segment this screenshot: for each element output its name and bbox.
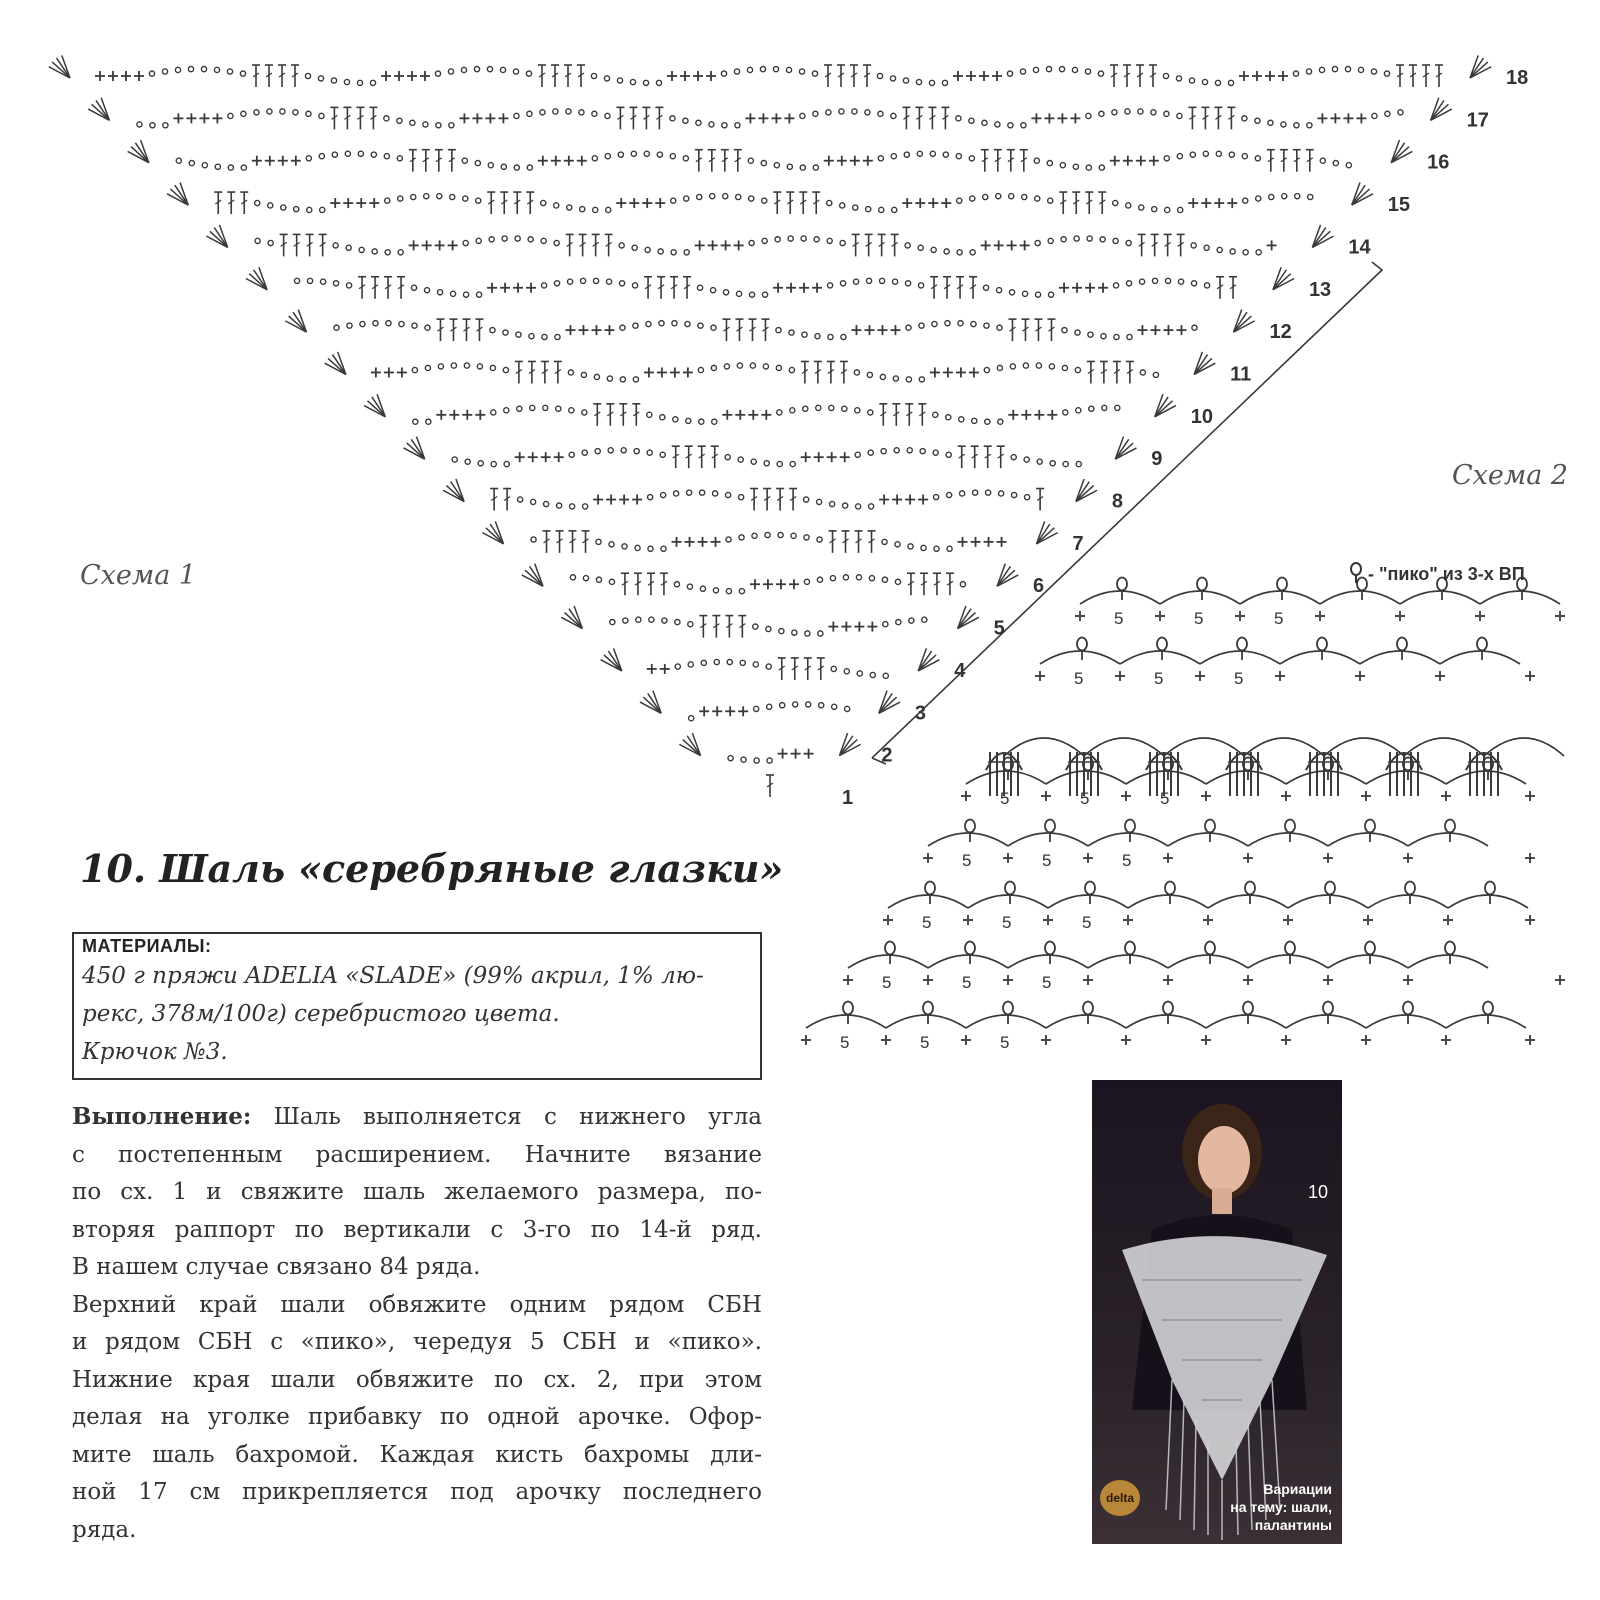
scheme2-shell: [1386, 752, 1422, 796]
scheme1-row-number: 15: [1387, 194, 1411, 217]
materials-line: Крючок №3.: [82, 1039, 228, 1065]
scheme1-row: [679, 733, 892, 767]
scheme1-row: [285, 310, 1291, 344]
materials-box: [72, 932, 762, 1080]
photo-caption: Вариации на тему: шали, палантины: [1230, 1481, 1332, 1533]
picot-legend-text: - "пико" из 3-х ВП: [1368, 564, 1525, 584]
scheme1-row: [522, 564, 1044, 598]
model-illustration: [1092, 1080, 1342, 1544]
scheme1-row: [88, 98, 1489, 132]
scheme1-row: [364, 394, 1213, 428]
scheme2-arc-label: 5: [922, 913, 932, 932]
scheme1-row: [640, 691, 926, 725]
scheme2-row: [1075, 578, 1565, 629]
scheme2-arc-label: 5: [840, 1033, 850, 1052]
scheme2-arc-label: 5: [1000, 789, 1010, 808]
scheme1-row: [167, 183, 1410, 217]
scheme2-arc-label: 5: [1160, 789, 1170, 808]
scheme1-row: [766, 775, 853, 809]
scheme2-shell: [1466, 752, 1502, 796]
scheme2-arc-label: 5: [1082, 913, 1092, 932]
scheme1-row-number: 18: [1506, 67, 1529, 89]
scheme1-row: [49, 55, 1528, 89]
instructions-line: по сх. 1 и свяжите шаль желаемого размера, по-: [72, 1179, 762, 1205]
scheme1-row-number: 14: [1348, 236, 1371, 259]
scheme1-row-number: 9: [1151, 448, 1163, 471]
scheme1-diagram: [49, 55, 1528, 809]
scheme1-row: [325, 352, 1252, 386]
instructions-line: и рядом СБН с «пико», чередуя 5 СБН и «пико».: [72, 1329, 762, 1355]
instructions-lead: Выполнение:: [72, 1103, 252, 1130]
scheme1-row-number: 8: [1111, 490, 1124, 513]
scheme1-row: [206, 225, 1371, 259]
scheme1-row: [561, 606, 1005, 640]
instructions-line: Выполнение: Шаль выполняется с нижнего угла: [72, 1103, 762, 1130]
scheme1-row-number: 11: [1230, 363, 1252, 386]
scheme2-shell: [986, 752, 1022, 796]
scheme1-row-number: 6: [1033, 575, 1045, 598]
pattern-title: 10. Шаль «серебряные глазки»: [80, 846, 784, 891]
instructions-line: Верхний край шали обвяжите одним рядом СБН: [72, 1291, 762, 1318]
scheme1-row-number: 7: [1072, 532, 1084, 555]
scheme2-arc-label: 5: [920, 1033, 930, 1052]
scheme2-arc-label: 5: [1114, 609, 1124, 628]
instructions: [72, 1098, 762, 1549]
scheme2-shell: [1226, 752, 1262, 796]
scheme2-arc-label: 5: [1074, 669, 1084, 688]
scheme2-arc-label: 5: [1274, 609, 1284, 628]
scheme1-row: [482, 521, 1083, 555]
scheme1-row-number: 5: [993, 617, 1005, 640]
scheme2-row: [883, 882, 1535, 933]
scheme1-row-number: 16: [1427, 151, 1450, 174]
instructions-line: ной 17 см прикрепляется под арочку последнего: [72, 1479, 762, 1505]
scheme2-arc-label: 5: [1000, 1033, 1010, 1052]
scheme1-row-number: 1: [842, 787, 854, 809]
scheme1-row-number: 4: [954, 659, 966, 682]
picot-legend: [1348, 562, 1525, 585]
scheme2-shell: [1306, 752, 1342, 796]
scheme2-row: [1035, 638, 1535, 689]
scheme1-row: [128, 140, 1450, 174]
scheme2-arc-label: 5: [1080, 789, 1090, 808]
brand-logo: delta: [1100, 1480, 1140, 1516]
scheme2-diagram: [801, 578, 1565, 1053]
scheme2-arc-label: 5: [1122, 851, 1132, 870]
scheme1-row: [246, 267, 1331, 301]
scheme2-arc-label: 5: [1194, 609, 1204, 628]
scheme1-row-number: 10: [1190, 405, 1213, 428]
instructions-line: делая на уголке прибавку по одной арочке. Офор-: [72, 1404, 762, 1430]
scheme1-row-number: 17: [1466, 109, 1489, 132]
shawl-photo: [1092, 1080, 1342, 1544]
scheme2-arc-label: 5: [962, 851, 972, 870]
scheme1-row: [601, 648, 967, 682]
scheme1-row-number: 2: [881, 744, 893, 767]
scheme2-caption: Схема 2: [1452, 460, 1569, 491]
materials-line: рекс, 378м/100г) серебристого цвета.: [82, 1001, 560, 1027]
photo-number-badge: 10: [1307, 1182, 1328, 1202]
scheme2-arc-label: 5: [1042, 973, 1052, 992]
scheme1-caption: Схема 1: [80, 560, 197, 591]
instructions-line: Нижние края шали обвяжите по сх. 2, при этом: [72, 1366, 762, 1393]
instructions-line: с постепенным расширением. Начните вязание: [72, 1141, 762, 1168]
materials-heading: МАТЕРИАЛЫ:: [82, 936, 212, 956]
instructions-line: ряда.: [72, 1516, 137, 1543]
scheme1-row: [404, 437, 1163, 471]
picot-icon: [1348, 562, 1364, 584]
scheme2-arc-label: 5: [882, 973, 892, 992]
scheme2-shell: [1066, 752, 1102, 796]
scheme2-arc-label: 5: [1154, 669, 1164, 688]
scheme1-row-number: 12: [1269, 321, 1292, 344]
instructions-line: мите шаль бахромой. Каждая кисть бахромы дли-: [72, 1441, 762, 1468]
scheme2-arc-label: 5: [1042, 851, 1052, 870]
scheme2-row: [923, 820, 1535, 871]
scheme1-row-number: 3: [914, 702, 926, 725]
scheme2-row: [843, 942, 1565, 993]
scheme2-arc-label: 5: [1234, 669, 1244, 688]
scheme2-shell: [1146, 752, 1182, 796]
scheme1-row: [443, 479, 1123, 513]
materials-line: 450 г пряжи ADELIA «SLADE» (99% акрил, 1% лю-: [82, 963, 704, 989]
instructions-line: вторяя раппорт по вертикали с 3-го по 14-й ряд.: [72, 1216, 762, 1243]
scheme1-row-number: 13: [1308, 278, 1332, 301]
scheme2-arc-label: 5: [1002, 913, 1012, 932]
scheme2-row: [961, 758, 1535, 809]
scheme2-arc-label: 5: [962, 973, 972, 992]
scheme2-row: [801, 1002, 1535, 1053]
instructions-line: В нашем случае связано 84 ряда.: [72, 1254, 481, 1280]
